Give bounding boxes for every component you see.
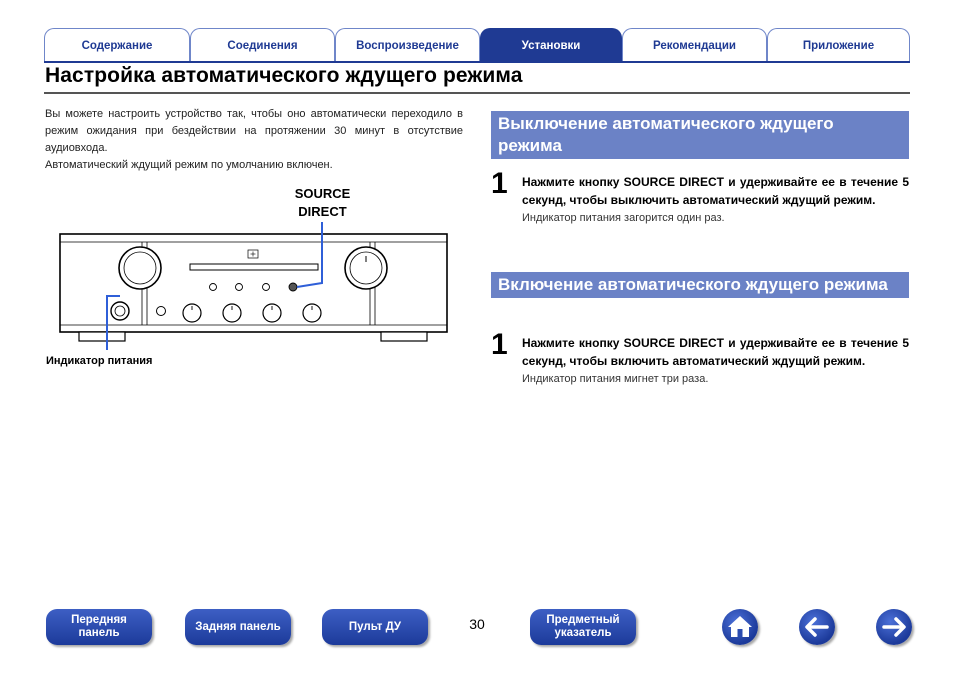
section-heading-enable: Включение автоматического ждущего режима (491, 272, 909, 298)
arrow-left-icon (799, 609, 835, 645)
step-instruction: Нажмите кнопку SOURCE DIRECT и удерживайте ее в течение 5 секунд, чтобы включить автоматический ждущий режим. (522, 336, 909, 368)
page-number: 30 (469, 616, 485, 632)
tab-tips[interactable]: Рекомендации (622, 28, 767, 62)
source-direct-label-line2: DIRECT (298, 204, 347, 219)
intro-default-note: Автоматический ждущий режим по умолчанию включен. (45, 159, 333, 171)
amplifier-front-panel-illustration (45, 180, 465, 380)
remote-button[interactable]: Пульт ДУ (322, 609, 428, 645)
home-icon (722, 609, 758, 645)
step-disable (491, 167, 909, 226)
home-button[interactable] (722, 609, 758, 645)
section-heading-disable: Выключение автоматического ждущего режима (491, 111, 909, 159)
page-title: Настройка автоматического ждущего режима (45, 64, 523, 87)
tab-divider (44, 61, 910, 63)
index-button[interactable] (530, 609, 636, 645)
tab-contents[interactable]: Содержание (44, 28, 190, 62)
index-button-line1: Предметный (546, 614, 620, 626)
forward-button[interactable] (876, 609, 912, 645)
tab-settings[interactable]: Установки (480, 28, 622, 62)
back-button[interactable] (799, 609, 835, 645)
intro-paragraph: Вы можете настроить устройство так, чтобы оно автоматически переходило в режим ожидания при бездействии на протяжении 30 минут в отсутствие аудиовхода. (45, 108, 463, 154)
top-tab-bar (44, 28, 910, 62)
step-instruction: Нажмите кнопку SOURCE DIRECT и удерживайте ее в течение 5 секунд, чтобы выключить автоматический ждущий режим. (522, 175, 909, 207)
step-number: 1 (491, 328, 508, 361)
tab-appendix[interactable]: Приложение (767, 28, 910, 62)
tab-playback[interactable]: Воспроизведение (335, 28, 480, 62)
step-enable (491, 328, 909, 387)
front-panel-button-line2: панель (78, 627, 120, 639)
front-panel-button[interactable] (46, 609, 152, 645)
title-divider (44, 92, 910, 94)
source-direct-label-line1: SOURCE (294, 186, 351, 201)
power-indicator-label: Индикатор питания (46, 355, 153, 367)
step-note: Индикатор питания загорится один раз. (522, 212, 725, 224)
step-number: 1 (491, 167, 508, 200)
rear-panel-button[interactable]: Задняя панель (185, 609, 291, 645)
tab-connections[interactable]: Соединения (190, 28, 335, 62)
arrow-right-icon (876, 609, 912, 645)
index-button-line2: указатель (554, 627, 612, 639)
intro-text (45, 106, 463, 174)
front-panel-diagram (45, 180, 465, 380)
step-note: Индикатор питания мигнет три раза. (522, 373, 709, 385)
front-panel-button-line1: Передняя (71, 614, 127, 626)
